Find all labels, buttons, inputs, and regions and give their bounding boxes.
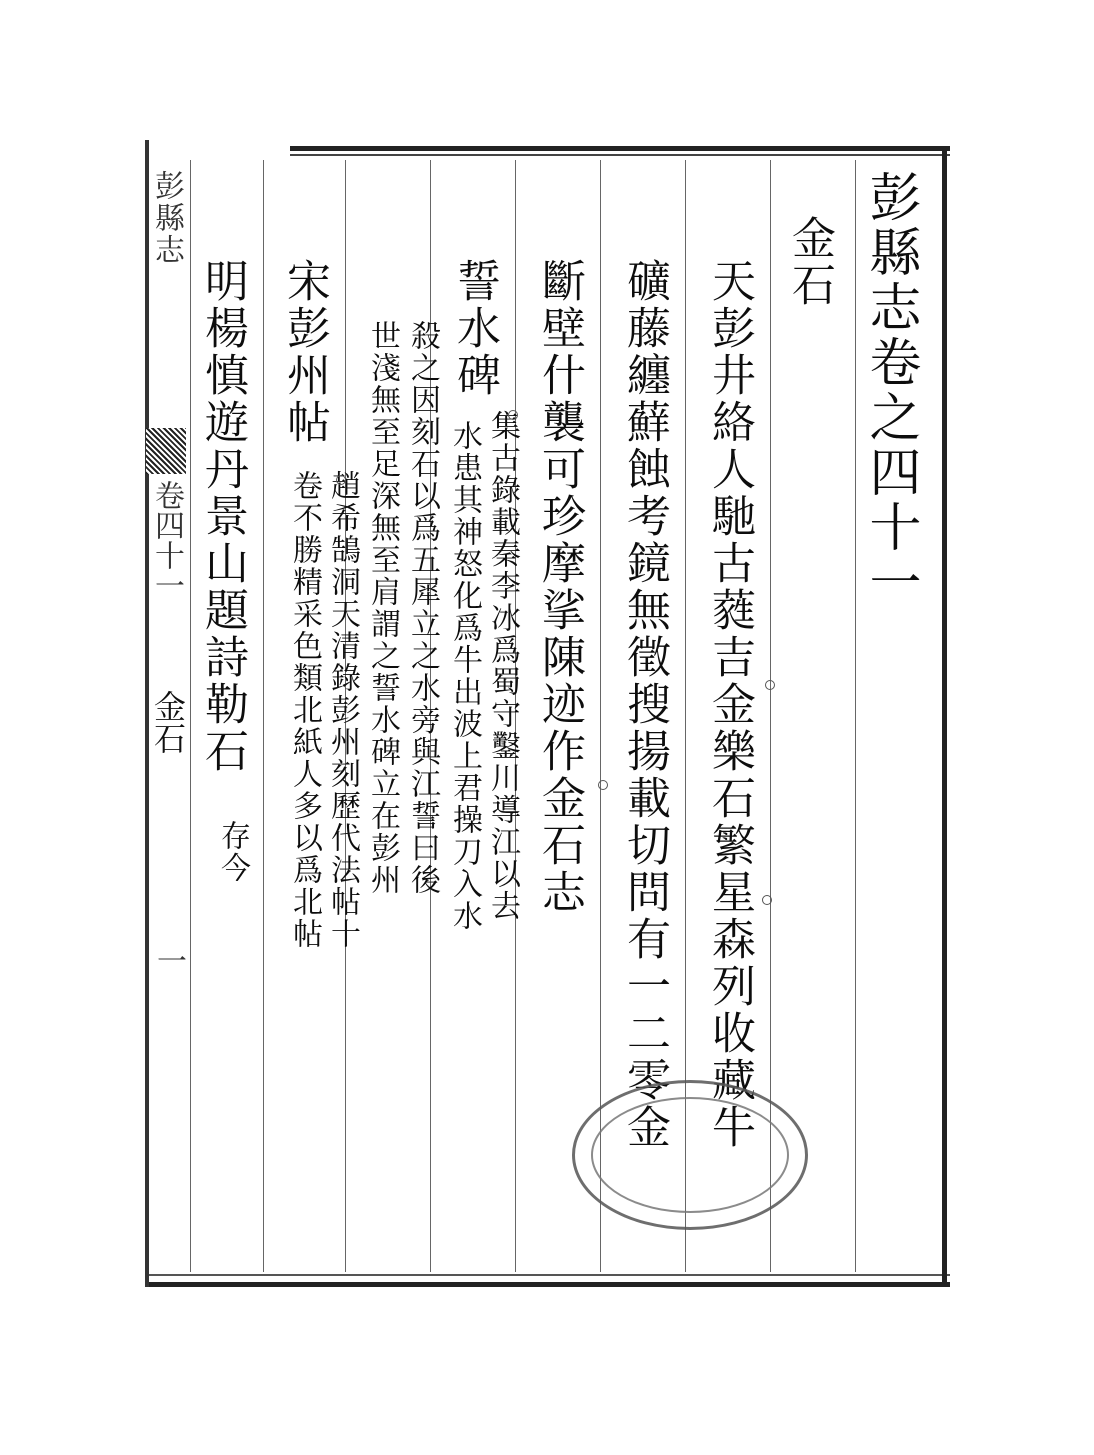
top-border: [290, 146, 950, 151]
entry-title: 誓水碑: [449, 258, 500, 399]
entry-note: 存今: [215, 820, 250, 884]
column-rule: [190, 160, 191, 1272]
bottom-border-thin: [145, 1274, 950, 1276]
punctuation-mark: [598, 780, 608, 790]
library-seal-stamp: [572, 1080, 808, 1230]
punctuation-mark: [762, 895, 772, 905]
punctuation-mark: [508, 410, 518, 420]
spine-volume: 卷四十一: [149, 480, 184, 600]
entry-note: 殺之因刻石以爲五犀立之水旁與江誓曰後: [405, 320, 440, 896]
text-column: 斷壁什襲可珍摩挲陳迹作金石志: [534, 258, 585, 916]
entry-note: 趙希鵠洞天清錄彭州刻歷代法帖十: [325, 470, 360, 950]
fish-tail-mark: [146, 428, 186, 474]
entry-note: 世淺無至足深無至肩謂之誓水碑立在彭州: [365, 320, 400, 896]
column-rule: [855, 160, 856, 1272]
punctuation-mark: [765, 680, 775, 690]
punctuation-mark: [336, 475, 346, 485]
spine-title: 彭縣志: [149, 170, 184, 266]
page-title: 彭縣志卷之四十一: [860, 170, 920, 610]
entry-title: 宋彭州帖: [279, 258, 330, 446]
entry-note: 水患其神怒化爲牛出波上君操刀入水: [447, 420, 482, 932]
section-heading: 金石: [784, 215, 835, 309]
entry-note: 卷不勝精采色類北紙人多以爲北帖: [287, 470, 322, 950]
top-border-thin: [290, 154, 950, 156]
bottom-border: [145, 1282, 950, 1287]
right-border: [942, 146, 947, 1287]
text-column: 天彭井絡人馳古蕤吉金樂石繁星森列收藏牛: [704, 258, 755, 1151]
text-column: 礦藤纏蘚蝕考鏡無徵搜揚載切問有一二零金: [619, 258, 670, 1151]
column-rule: [263, 160, 264, 1272]
spine-section: 金石: [149, 690, 187, 754]
entry-note: 集古錄載秦李冰爲蜀守鑿川導江以去: [485, 410, 520, 922]
spine-page-number: 一: [151, 945, 186, 975]
entry-title: 明楊慎遊丹景山題詩勒石: [197, 258, 248, 775]
